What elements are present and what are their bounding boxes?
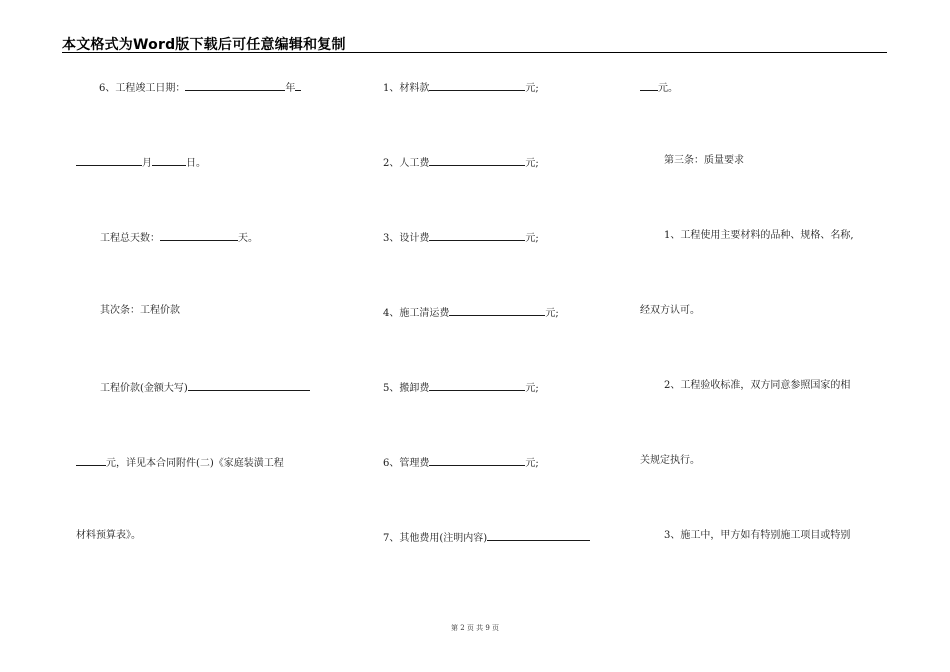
fee-blank bbox=[429, 80, 525, 91]
col3-line-6: 关规定执行。 bbox=[640, 455, 700, 466]
document-header-title: 本文格式为Word版下载后可任意编辑和复制 bbox=[62, 37, 346, 53]
fee-item-design bbox=[383, 230, 539, 245]
fee-unit: 元; bbox=[525, 83, 539, 94]
total-amount-blank bbox=[640, 80, 658, 91]
fee-item-management bbox=[383, 455, 539, 470]
fee-label: 7、其他费用(注明内容) bbox=[383, 533, 488, 544]
article-3-heading: 第三条：质量要求 bbox=[664, 155, 744, 166]
month-blank-start bbox=[295, 80, 301, 91]
fee-item-materials bbox=[383, 80, 539, 95]
price-amount-blank bbox=[76, 455, 106, 466]
col3-line-3: 1、工程使用主要材料的品种、规格、名称, bbox=[664, 230, 854, 241]
fee-label: 5、搬卸费 bbox=[383, 383, 430, 394]
fee-item-cleanup bbox=[383, 305, 559, 320]
month-blank bbox=[76, 155, 142, 166]
completion-date-label: 6、工程竣工日期： bbox=[99, 83, 186, 94]
col1-line-3 bbox=[100, 230, 258, 245]
fee-label: 3、设计费 bbox=[383, 233, 430, 244]
fee-blank bbox=[429, 380, 525, 391]
fee-item-labor bbox=[383, 155, 539, 170]
fee-blank bbox=[449, 305, 545, 316]
fee-blank bbox=[429, 155, 525, 166]
fee-unit: 元; bbox=[525, 458, 539, 469]
day-label: 日。 bbox=[186, 158, 206, 169]
fee-blank bbox=[487, 530, 590, 541]
col3-line-4: 经双方认可。 bbox=[640, 305, 700, 316]
fee-unit: 元; bbox=[525, 383, 539, 394]
year-blank bbox=[185, 80, 285, 91]
fee-unit: 元; bbox=[545, 308, 559, 319]
price-detail-text: 元，详见本合同附件(二)《家庭装潢工程 bbox=[106, 458, 284, 469]
page-number-footer: 第 2 页 共 9 页 bbox=[450, 624, 500, 632]
month-label: 月 bbox=[142, 158, 152, 169]
article-2-heading: 其次条：工程价款 bbox=[100, 305, 180, 316]
total-days-label: 工程总天数： bbox=[100, 233, 160, 244]
col3-line-1 bbox=[640, 80, 678, 95]
col1-line-2 bbox=[76, 155, 206, 170]
fee-label: 2、人工费 bbox=[383, 158, 430, 169]
col3-line-7: 3、施工中，甲方如有特别施工项目或特别 bbox=[664, 530, 851, 541]
year-label: 年 bbox=[285, 83, 296, 94]
day-blank bbox=[152, 155, 186, 166]
col1-line-1 bbox=[99, 80, 301, 95]
price-in-words-label: 工程价款(金额大写) bbox=[100, 383, 188, 394]
col1-line-5 bbox=[100, 380, 310, 395]
fee-label: 1、材料款 bbox=[383, 83, 430, 94]
fee-blank bbox=[429, 230, 525, 241]
fee-item-other bbox=[383, 530, 590, 545]
fee-unit: 元; bbox=[525, 233, 539, 244]
total-amount-unit: 元。 bbox=[658, 83, 678, 94]
fee-label: 6、管理费 bbox=[383, 458, 430, 469]
days-unit: 天。 bbox=[238, 233, 258, 244]
fee-label: 4、施工清运费 bbox=[383, 308, 450, 319]
col3-line-5: 2、工程验收标准，双方同意参照国家的相 bbox=[664, 380, 851, 391]
col1-line-7: 材料预算表》。 bbox=[76, 530, 141, 541]
total-days-blank bbox=[160, 230, 238, 241]
price-in-words-blank bbox=[188, 380, 310, 391]
fee-item-moving bbox=[383, 380, 539, 395]
fee-blank bbox=[429, 455, 525, 466]
header-divider bbox=[62, 52, 887, 53]
col1-line-6 bbox=[76, 455, 284, 470]
fee-unit: 元; bbox=[525, 158, 539, 169]
